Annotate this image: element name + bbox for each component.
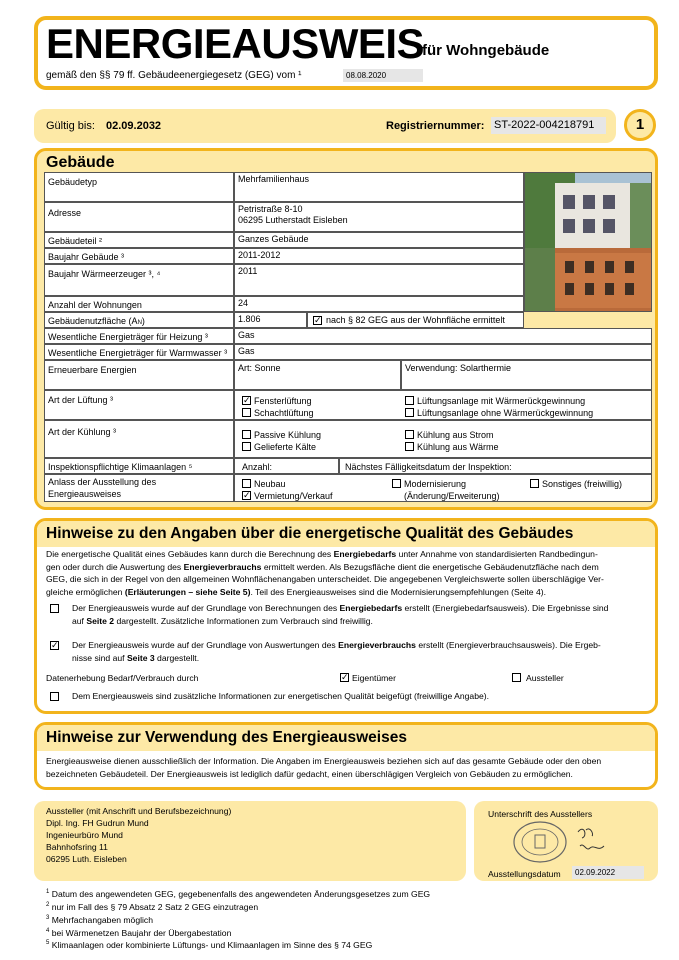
datenerhebung-label: Datenerhebung Bedarf/Verbrauch durch [46,673,199,683]
erneuerbar-verwendung: Verwendung: Solarthermie [405,363,512,373]
baujahr-label: Baujahr Gebäude ³ [48,252,125,262]
qualitaet-para: Die energetische Qualität eines Gebäudes kann durch die Berechnung des Energiebedarfs unter Annahme von standardisierten Randbedingun- gen oder durch die Auswertung des Energieverbrauchs ermittelt werden. Als Bezugsfläche dient die energetische Gebäudenutzfläche nach dem GEG, die sich in der Regel von den allgemeinen Wohnflächenangaben unterscheidet. Die angegebenen Vergleichswerte sollen überschlägige Ver- gleiche ermöglichen (Erläuterungen – siehe Seite 5). Teil des Energieausweises sind die Modernisierungsempfehlungen (Seite 4). [46,549,604,597]
aussteller-line-4: 06295 Luth. Eisleben [46,854,127,864]
zusatz-checkbox[interactable] [50,692,59,701]
anlass-opt2: Vermietung/Verkauf [254,491,333,501]
aussteller-line-3: Bahnhofsring 11 [46,842,108,852]
nutzflaeche-check-label: nach § 82 GEG aus der Wohnfläche ermittelt [326,315,505,325]
verbrauch-text: Der Energieausweis wurde auf der Grundlage von Auswertungen des Energieverbrauchs erstellt (Energieverbrauchsausweis). Die Ergeb- nisse sind auf Seite 3 dargestellt. [72,640,601,663]
bedarf-text: Der Energieausweis wurde auf der Grundlage von Berechnungen des Energiebedarfs erstellt (Energiebedarfsausweis). Die Ergebnisse sind auf Seite 2 dargestellt. Zusätzliche Informationen zum Verbrauch sind freiwillig. [72,603,609,626]
kuehlung-label: Art der Kühlung ³ [48,427,117,437]
eigentuemer-checkbox[interactable]: ✓ [341,672,349,682]
anlass-opt1: Neubau [254,479,286,489]
lueftung-opt1: Fensterlüftung [254,396,312,406]
lueftung-checkbox-4[interactable] [405,408,414,417]
anlass-checkbox-sonstiges[interactable] [530,479,539,488]
lueftung-checkbox-1[interactable]: ✓ [243,395,251,405]
klima-label: Inspektionspflichtige Klimaanlagen ⁵ [48,462,193,472]
anlass-opt4: Sonstiges (freiwillig) [542,479,623,489]
typ-label: Gebäudetyp [48,177,98,187]
date-value: 02.09.2022 [572,866,644,879]
anlass-opt3b: (Änderung/Erweiterung) [404,491,500,501]
warmwasser-value: Gas [238,346,255,356]
eigentuemer-label: Eigentümer [352,673,396,683]
kuehlung-checkbox-4[interactable] [405,442,414,451]
nutzflaeche-checkbox[interactable]: ✓ [314,315,322,325]
footnote-1: $^1$ Datum des angewendeten GEG, gegebenenfalls des angewendeten Änderungsgesetzes zum GEG [46,888,431,899]
reg-number: ST-2022-004218791 [491,117,606,134]
hinweise-verwendung-heading: Hinweise zur Verwendung des Energieausweises [46,729,407,746]
verwendung-line2: bezeichneten Gebäudeteil. Der Energieausweis ist lediglich dafür gedacht, einen überschlägigen Vergleich von Gebäuden zu ermöglichen. [46,769,573,779]
subtitle: für Wohngebäude [422,42,550,59]
reg-label: Registriernummer: [386,120,485,132]
value-cell [234,344,652,360]
erneuerbar-label: Erneuerbare Energien [48,365,137,375]
warmwasser-label: Wesentliche Energieträger für Warmwasser ³ [48,348,228,358]
lueftung-checkbox-2[interactable] [242,408,251,417]
stamp-seal [512,820,568,864]
kuehlung-opt3: Kühlung aus Strom [417,430,494,440]
law-date: 08.08.2020 [343,69,423,82]
aussteller-option-label: Aussteller [526,673,564,683]
anlass-opt3: Modernisierung [404,479,467,489]
footnote-4: $^4$ bei Wärmenetzen Baujahr der Übergabestation [46,927,232,938]
aussteller-line-2: Ingenieurbüro Mund [46,830,123,840]
title: ENERGIEAUSWEIS [46,20,425,67]
teil-label: Gebäudeteil ² [48,236,103,246]
heizung-label: Wesentliche Energieträger für Heizung ³ [48,332,208,342]
kuehlung-opt2: Gelieferte Kälte [254,442,317,452]
lueftung-opt2: Schachtlüftung [254,408,314,418]
nutzflaeche-label-text: Gebäudenutzfläche (A [48,316,138,326]
date-label: Ausstellungsdatum [488,869,561,879]
page-number: 1 [624,109,656,141]
baujahr-value: 2011-2012 [238,250,281,260]
building-photo [524,172,652,312]
klima-naechstes: Nächstes Fälligkeitsdatum der Inspektion: [345,462,512,472]
kuehlung-checkbox-2[interactable] [242,442,251,451]
hinweise-qualitaet-heading: Hinweise zu den Angaben über die energetische Qualität des Gebäudes [46,525,574,542]
teil-value: Ganzes Gebäude [238,234,309,244]
kuehlung-checkbox-3[interactable] [405,430,414,439]
law-line: gemäß den §§ 79 ff. Gebäudeenergiegesetz (GEG) vom ¹ [46,70,302,81]
lueftung-label: Art der Lüftung ³ [48,395,114,405]
erneuerbar-art: Art: Sonne [238,363,281,373]
anlass-checkbox-modernisierung[interactable] [392,479,401,488]
footnotes [46,887,430,951]
nutzflaeche-value: 1.806 [238,314,261,324]
heizung-value: Gas [238,330,255,340]
klima-anzahl: Anzahl: [242,462,273,472]
lueftung-checkbox-3[interactable] [405,396,414,405]
waerme-value: 2011 [238,266,258,276]
value-cell [234,264,524,296]
value-cell [234,328,652,344]
nutzflaeche-label: Gebäudenutzfläche (AN) [48,316,145,326]
signature-label: Unterschrift des Ausstellers [488,809,593,819]
aussteller-label: Aussteller (mit Anschrift und Berufsbezeichnung) [46,806,232,816]
lueftung-opt4: Lüftungsanlage ohne Wärmerückgewinnung [417,408,594,418]
lueftung-opt3: Lüftungsanlage mit Wärmerückgewinnung [417,396,586,406]
adresse-label: Adresse [48,208,82,218]
anlass-label-2: Energieausweises [48,489,122,499]
footnote-3: $^3$ Mehrfachangaben möglich [46,914,154,925]
adresse-line1: Petristraße 8-10 [238,204,303,214]
kuehlung-checkbox-1[interactable] [242,430,251,439]
kuehlung-opt4: Kühlung aus Wärme [417,442,499,452]
wohnungen-value: 24 [238,298,249,308]
gebaeude-heading: Gebäude [46,154,115,171]
verwendung-line1: Energieausweise dienen ausschließlich der Information. Die Angaben im Energieausweis beziehen sich auf das gesamte Gebäude oder den oben [46,756,602,766]
wohnungen-label: Anzahl der Wohnungen [48,300,142,310]
value-cell [234,296,524,312]
anlass-checkbox-vermietung[interactable]: ✓ [243,490,251,500]
valid-label: Gültig bis: [46,120,95,132]
anlass-checkbox-neubau[interactable] [242,479,251,488]
anlass-label-1: Anlass der Ausstellung des [48,477,157,487]
aussteller-line-1: Dipl. Ing. FH Gudrun Mund [46,818,149,828]
footnote-5: $^5$ Klimaanlagen oder kombinierte Lüftungs- und Klimaanlagen im Sinne des § 74 GEG [46,940,373,951]
zusatz-text: Dem Energieausweis sind zusätzliche Informationen zur energetischen Qualität beigefügt (freiwillige Angabe). [72,691,490,701]
label-cell [44,420,234,458]
typ-value: Mehrfamilienhaus [238,174,310,184]
nutzflaeche-sub: N [137,320,142,326]
kuehlung-opt1: Passive Kühlung [254,430,322,440]
footnote-2: $^2$ nur im Fall des § 79 Absatz 2 Satz 2 GEG einzutragen [46,901,259,912]
adresse-line2: 06295 Lutherstadt Eisleben [238,215,348,225]
verbrauch-checkbox[interactable]: ✓ [51,640,59,650]
bedarf-checkbox[interactable] [50,604,59,613]
aussteller-checkbox[interactable] [512,673,521,682]
valid-date: 02.09.2032 [106,120,162,132]
handwritten-signature [574,822,614,858]
waerme-label: Baujahr Wärmeerzeuger ³, ⁴ [48,269,161,279]
